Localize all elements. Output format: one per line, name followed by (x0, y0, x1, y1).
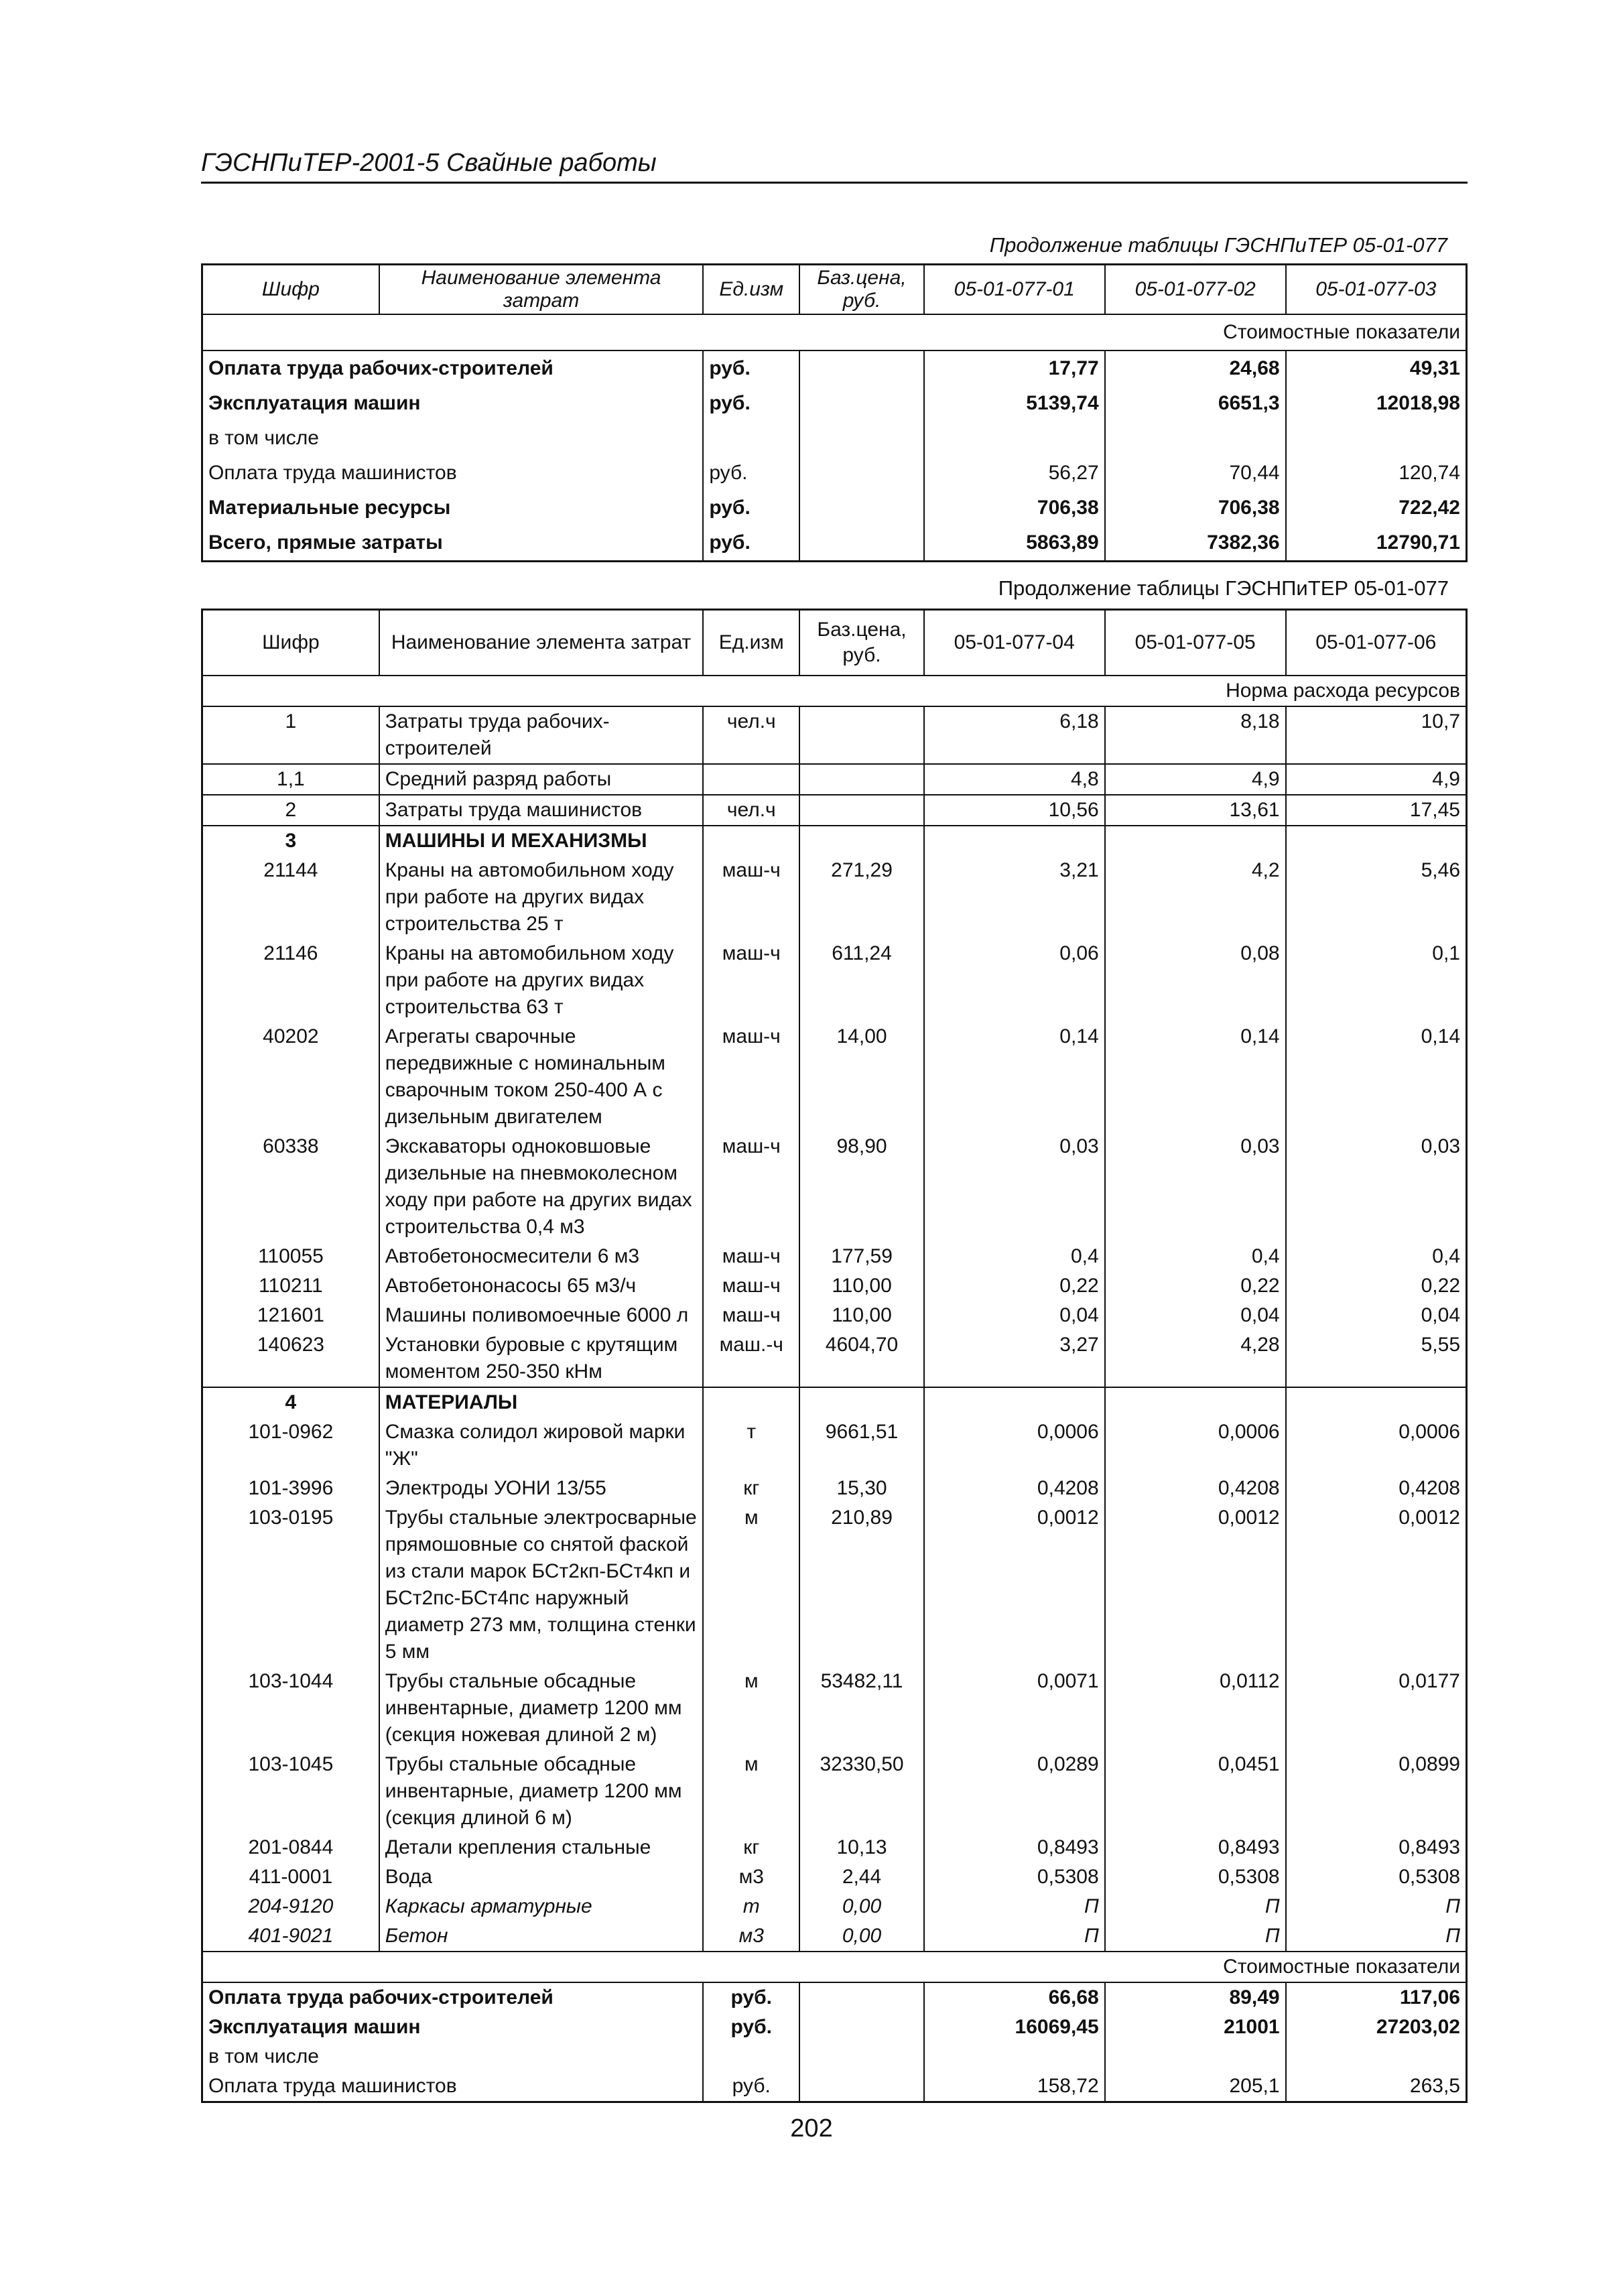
row-price: 110,00 (799, 1271, 924, 1301)
row-price: 177,59 (799, 1242, 924, 1271)
table2-header-row (202, 610, 1467, 676)
table-row (202, 1750, 1467, 1833)
row-name: в том числе (208, 2045, 319, 2067)
row-value-3: 263,5 (1286, 2071, 1467, 2102)
row-value-2: 21001 (1105, 2013, 1286, 2042)
row-name: Затраты труда рабочих-строителей (379, 706, 704, 764)
row-value-1: 0,0071 (924, 1667, 1105, 1750)
row-name: Оплата труда рабочих-строителей (208, 357, 554, 379)
row-value-1: 0,14 (924, 1022, 1105, 1132)
section-row (202, 314, 1467, 350)
row-name: Затраты труда машинистов (379, 795, 704, 826)
row-code: 110211 (259, 1275, 323, 1297)
row-name: Автобетононасосы 65 м3/ч (379, 1271, 704, 1301)
row-value-3: 120,74 (1286, 456, 1467, 491)
row-name: Эксплуатация машин (208, 392, 421, 414)
row-value-1 (924, 421, 1105, 456)
row-code: 110055 (257, 1245, 324, 1267)
row-value-3: 0,0006 (1286, 1417, 1467, 1474)
table-row (202, 491, 1467, 525)
row-value-1: 3,21 (924, 856, 1105, 939)
row-name: Средний разряд работы (379, 764, 704, 795)
row-name: Трубы стальные электросварные прямошовные со снятой фаской из стали марок БСт2кп-БСт4кп и БСт2пс-БСт4пс наружный диаметр 273 мм, толщина стенки 5 мм (379, 1503, 704, 1667)
col-header-code: Шифр (202, 610, 379, 676)
row-value-3: 0,0177 (1286, 1667, 1467, 1750)
row-value-1 (924, 1387, 1105, 1417)
row-price (799, 826, 924, 856)
row-value-3 (1286, 1387, 1467, 1417)
row-value-2: 24,68 (1105, 350, 1286, 386)
row-name: Всего, прямые затраты (208, 531, 443, 554)
row-value-3: 0,03 (1286, 1132, 1467, 1242)
table-row (202, 386, 1467, 421)
row-unit: маш-ч (722, 1304, 781, 1326)
row-code: 401-9021 (248, 1925, 334, 1947)
row-unit (703, 826, 799, 856)
row-value-3: 49,31 (1286, 350, 1467, 386)
row-unit: м3 (738, 1866, 764, 1888)
table1-caption: Продолжение таблицы ГЭСНПиТЕР 05-01-077 (989, 233, 1447, 257)
row-value-2 (1105, 826, 1286, 856)
row-unit: маш-ч (722, 859, 781, 881)
row-value-3 (1286, 826, 1467, 856)
row-unit: чел.ч (703, 706, 799, 764)
row-unit: маш-ч (722, 1275, 781, 1297)
row-value-3: 0,04 (1286, 1301, 1467, 1330)
row-price: 110,00 (799, 1301, 924, 1330)
group-code: 3 (202, 826, 379, 856)
row-name: Краны на автомобильном ходу при работе на других видах строительства 63 т (379, 939, 704, 1022)
row-code: 121601 (257, 1304, 324, 1326)
row-name: Установки буровые с крутящим моментом 250-350 кНм (379, 1330, 704, 1387)
row-name: Трубы стальные обсадные инвентарные, диаметр 1200 мм (секция ножевая длиной 2 м) (379, 1667, 704, 1750)
row-code: 140623 (257, 1334, 324, 1356)
row-price (799, 1982, 924, 2013)
table-row (202, 350, 1467, 386)
row-name: Детали крепления стальные (379, 1833, 704, 1862)
row-name: Материальные ресурсы (208, 497, 451, 519)
row-code: 103-1045 (248, 1753, 334, 1775)
col-header-variant-6: 05-01-077-06 (1286, 610, 1467, 676)
row-value-3: 12790,71 (1286, 525, 1467, 562)
row-code: 103-1044 (248, 1670, 334, 1692)
row-unit: м (744, 1753, 759, 1775)
row-value-2: 8,18 (1105, 706, 1286, 764)
row-price (799, 764, 924, 795)
row-value-1: 0,22 (924, 1271, 1105, 1301)
row-unit (703, 2042, 799, 2071)
row-value-1 (924, 2042, 1105, 2071)
row-value-2: 0,0006 (1105, 1417, 1286, 1474)
table-row (202, 1667, 1467, 1750)
col-header-name: Наименование элемента затрат (379, 265, 704, 315)
table-row (202, 1022, 1467, 1132)
col-header-variant-3: 05-01-077-03 (1286, 265, 1467, 315)
row-name: Электроды УОНИ 13/55 (379, 1474, 704, 1503)
row-code: 101-0962 (248, 1421, 334, 1443)
row-value-1: 17,77 (924, 350, 1105, 386)
row-price: 4604,70 (799, 1330, 924, 1387)
row-code: 40202 (263, 1025, 319, 1047)
cost-table-1 (201, 263, 1468, 562)
row-name: Экскаваторы одноковшовые дизельные на пневмоколесном ходу при работе на других видах строительства 0,4 м3 (379, 1132, 704, 1242)
row-value-2: 4,9 (1105, 764, 1286, 795)
row-value-1: 0,8493 (924, 1833, 1105, 1862)
row-price: 98,90 (799, 1132, 924, 1242)
page-header: ГЭСНПиТЕР-2001-5 Свайные работы (201, 149, 1468, 184)
section-row (202, 676, 1467, 706)
row-unit: руб. (703, 1982, 799, 2013)
row-name: Смазка солидол жировой марки "Ж" (379, 1417, 704, 1474)
row-code: 60338 (263, 1135, 319, 1157)
row-code: 204-9120 (248, 1895, 334, 1917)
row-value-3 (1286, 2042, 1467, 2071)
table-row (202, 456, 1467, 491)
row-price: 0,00 (799, 1921, 924, 1952)
row-value-1: 5139,74 (924, 386, 1105, 421)
row-unit: маш-ч (722, 942, 781, 964)
row-value-1: 16069,45 (924, 2013, 1105, 2042)
row-value-1: 10,56 (924, 795, 1105, 826)
row-price (799, 456, 924, 491)
row-price (799, 421, 924, 456)
col-header-price: Баз.цена, руб. (799, 610, 924, 676)
row-unit: т (746, 1421, 757, 1443)
table2-caption: Продолжение таблицы ГЭСНПиТЕР 05-01-077 (998, 576, 1449, 600)
row-code: 21146 (263, 942, 318, 964)
section-row (202, 1952, 1467, 1982)
row-unit (703, 764, 799, 795)
row-value-2: 0,4208 (1105, 1474, 1286, 1503)
row-value-3: 722,42 (1286, 491, 1467, 525)
row-code: 101-3996 (248, 1477, 334, 1499)
row-code: 411-0001 (249, 1866, 333, 1888)
row-name: Каркасы арматурные (379, 1892, 704, 1921)
row-name: Краны на автомобильном ходу при работе на других видах строительства 25 т (379, 856, 704, 939)
row-value-1: 0,06 (924, 939, 1105, 1022)
table-row (202, 764, 1467, 795)
row-value-2: П (1105, 1892, 1286, 1921)
col-header-unit: Ед.изм (703, 265, 799, 315)
table-row (202, 1271, 1467, 1301)
row-code: 21144 (263, 859, 318, 881)
row-unit: руб. (703, 2071, 799, 2102)
col-header-variant-2: 05-01-077-02 (1105, 265, 1286, 315)
row-value-2 (1105, 2042, 1286, 2071)
table-row (202, 939, 1467, 1022)
row-value-1: П (924, 1892, 1105, 1921)
row-unit: м (744, 1507, 759, 1529)
table-row (202, 1474, 1467, 1503)
row-name: в том числе (208, 427, 319, 449)
row-value-3: 17,45 (1286, 795, 1467, 826)
row-value-3: 0,8493 (1286, 1833, 1467, 1862)
group-heading-row (202, 1387, 1467, 1417)
row-value-3: 117,06 (1286, 1982, 1467, 2013)
table-row (202, 1921, 1467, 1952)
row-value-3: 0,1 (1286, 939, 1467, 1022)
group-code: 4 (202, 1387, 379, 1417)
row-value-2: 205,1 (1105, 2071, 1286, 2102)
row-price: 0,00 (799, 1892, 924, 1921)
row-value-2: 0,0112 (1105, 1667, 1286, 1750)
row-name: Трубы стальные обсадные инвентарные, диаметр 1200 мм (секция длиной 6 м) (379, 1750, 704, 1833)
row-price: 2,44 (799, 1862, 924, 1892)
row-value-2 (1105, 1387, 1286, 1417)
table-row (202, 1503, 1467, 1667)
table-row (202, 1330, 1467, 1387)
row-value-1: 0,03 (924, 1132, 1105, 1242)
row-unit (703, 1387, 799, 1417)
row-price (799, 706, 924, 764)
row-value-2: 6651,3 (1105, 386, 1286, 421)
row-unit: руб. (703, 525, 799, 562)
row-unit: чел.ч (703, 795, 799, 826)
row-value-3: П (1286, 1892, 1467, 1921)
row-value-1: 6,18 (924, 706, 1105, 764)
row-value-1: 56,27 (924, 456, 1105, 491)
row-value-2: 70,44 (1105, 456, 1286, 491)
row-value-2: 0,03 (1105, 1132, 1286, 1242)
row-unit: м3 (738, 1925, 764, 1947)
row-price (799, 386, 924, 421)
row-value-2: 89,49 (1105, 1982, 1286, 2013)
section-label: Стоимостные показатели (202, 1952, 1467, 1982)
col-header-name: Наименование элемента затрат (379, 610, 704, 676)
resource-table-2 (201, 609, 1468, 2103)
table-row (202, 706, 1467, 764)
row-value-2: 4,2 (1105, 856, 1286, 939)
page-number: 202 (790, 2114, 833, 2143)
row-price (799, 525, 924, 562)
group-name: МАШИНЫ И МЕХАНИЗМЫ (379, 826, 704, 856)
table-row (202, 1862, 1467, 1892)
row-value-1: П (924, 1921, 1105, 1952)
table-row (202, 1242, 1467, 1271)
row-value-2: 4,28 (1105, 1330, 1286, 1387)
row-price (799, 795, 924, 826)
row-unit: маш-ч (722, 1135, 781, 1157)
row-price (799, 2042, 924, 2071)
row-code: 1 (202, 706, 379, 764)
row-price: 53482,11 (799, 1667, 924, 1750)
table-row (202, 2042, 1467, 2071)
row-price (799, 350, 924, 386)
row-name: Оплата труда машинистов (208, 462, 457, 484)
row-value-3: 0,22 (1286, 1271, 1467, 1301)
row-value-2: П (1105, 1921, 1286, 1952)
section-label: Стоимостные показатели (202, 314, 1467, 350)
row-value-2: 0,5308 (1105, 1862, 1286, 1892)
row-price (799, 2013, 924, 2042)
row-unit: маш-ч (722, 1245, 781, 1267)
row-value-3: П (1286, 1921, 1467, 1952)
row-value-2: 7382,36 (1105, 525, 1286, 562)
col-header-variant-5: 05-01-077-05 (1105, 610, 1286, 676)
row-value-3: 0,0012 (1286, 1503, 1467, 1667)
row-value-2: 0,4 (1105, 1242, 1286, 1271)
row-value-2: 0,08 (1105, 939, 1286, 1022)
row-value-1: 4,8 (924, 764, 1105, 795)
row-value-2: 0,8493 (1105, 1833, 1286, 1862)
row-value-2: 0,0012 (1105, 1503, 1286, 1667)
row-unit: т (742, 1895, 760, 1917)
row-unit: маш.-ч (719, 1334, 783, 1356)
table-row (202, 2071, 1467, 2102)
row-value-2: 0,14 (1105, 1022, 1286, 1132)
table-row (202, 1833, 1467, 1862)
row-value-3: 4,9 (1286, 764, 1467, 795)
row-value-1: 3,27 (924, 1330, 1105, 1387)
row-value-1: 0,04 (924, 1301, 1105, 1330)
row-name: Бетон (379, 1921, 704, 1952)
table-row (202, 2013, 1467, 2042)
table-row (202, 1982, 1467, 2013)
row-name: Эксплуатация машин (208, 2016, 421, 2038)
row-code: 103-0195 (248, 1507, 334, 1529)
table-row (202, 795, 1467, 826)
row-name: Вода (379, 1862, 704, 1892)
group-name: МАТЕРИАЛЫ (379, 1387, 704, 1417)
col-header-code: Шифр (202, 265, 379, 315)
row-value-3: 0,0899 (1286, 1750, 1467, 1833)
row-value-3: 10,7 (1286, 706, 1467, 764)
row-value-2: 706,38 (1105, 491, 1286, 525)
row-unit: кг (743, 1477, 760, 1499)
row-value-3: 0,14 (1286, 1022, 1467, 1132)
table1-body (202, 314, 1467, 562)
row-name: Автобетоносмесители 6 м3 (379, 1242, 704, 1271)
row-unit: м (744, 1670, 759, 1692)
row-price: 15,30 (799, 1474, 924, 1503)
row-value-3: 0,4208 (1286, 1474, 1467, 1503)
row-name: Оплата труда машинистов (208, 2075, 457, 2097)
row-value-3: 5,55 (1286, 1330, 1467, 1387)
table-row (202, 1417, 1467, 1474)
row-value-1: 0,4208 (924, 1474, 1105, 1503)
col-header-price: Баз.цена, руб. (799, 265, 924, 315)
row-value-3 (1286, 421, 1467, 456)
row-unit: руб. (703, 386, 799, 421)
row-value-1: 0,0012 (924, 1503, 1105, 1667)
row-value-3: 12018,98 (1286, 386, 1467, 421)
row-value-1: 0,0006 (924, 1417, 1105, 1474)
table-row (202, 856, 1467, 939)
row-price (799, 1387, 924, 1417)
row-name: Агрегаты сварочные передвижные с номинальным сварочным током 250-400 А с дизельным двигателем (379, 1022, 704, 1132)
row-value-1: 5863,89 (924, 525, 1105, 562)
row-code: 201-0844 (248, 1836, 334, 1858)
row-value-2 (1105, 421, 1286, 456)
row-name: Машины поливомоечные 6000 л (379, 1301, 704, 1330)
row-value-1: 0,4 (924, 1242, 1105, 1271)
section-label: Норма расхода ресурсов (202, 676, 1467, 706)
row-price: 14,00 (799, 1022, 924, 1132)
row-value-3: 0,5308 (1286, 1862, 1467, 1892)
row-value-2: 13,61 (1105, 795, 1286, 826)
col-header-variant-1: 05-01-077-01 (924, 265, 1105, 315)
col-header-unit: Ед.изм (703, 610, 799, 676)
group-heading-row (202, 826, 1467, 856)
row-code: 2 (202, 795, 379, 826)
row-value-3: 27203,02 (1286, 2013, 1467, 2042)
row-value-1: 706,38 (924, 491, 1105, 525)
row-unit: маш-ч (722, 1025, 781, 1047)
table-row (202, 421, 1467, 456)
row-value-3: 5,46 (1286, 856, 1467, 939)
row-code: 1,1 (202, 764, 379, 795)
row-name: Оплата труда рабочих-строителей (208, 1986, 554, 2008)
row-price (799, 2071, 924, 2102)
row-value-1: 0,0289 (924, 1750, 1105, 1833)
table-row (202, 1892, 1467, 1921)
row-value-1: 66,68 (924, 1982, 1105, 2013)
col-header-variant-4: 05-01-077-04 (924, 610, 1105, 676)
row-value-3: 0,4 (1286, 1242, 1467, 1271)
row-value-1: 0,5308 (924, 1862, 1105, 1892)
row-unit: руб. (703, 456, 799, 491)
row-price (799, 491, 924, 525)
row-unit: кг (743, 1836, 760, 1858)
row-price: 9661,51 (799, 1417, 924, 1474)
row-unit: руб. (703, 2013, 799, 2042)
row-price: 32330,50 (799, 1750, 924, 1833)
row-value-1 (924, 826, 1105, 856)
row-price: 611,24 (799, 939, 924, 1022)
table-row (202, 1301, 1467, 1330)
row-price: 271,29 (799, 856, 924, 939)
table-row (202, 525, 1467, 562)
row-value-1: 158,72 (924, 2071, 1105, 2102)
row-unit: руб. (703, 491, 799, 525)
table-row (202, 1132, 1467, 1242)
row-value-2: 0,04 (1105, 1301, 1286, 1330)
table1-header-row (202, 265, 1467, 315)
row-price: 10,13 (799, 1833, 924, 1862)
row-unit: руб. (703, 350, 799, 386)
table2-body (202, 676, 1467, 2102)
row-unit (703, 421, 799, 456)
row-value-2: 0,0451 (1105, 1750, 1286, 1833)
row-value-2: 0,22 (1105, 1271, 1286, 1301)
row-price: 210,89 (799, 1503, 924, 1667)
